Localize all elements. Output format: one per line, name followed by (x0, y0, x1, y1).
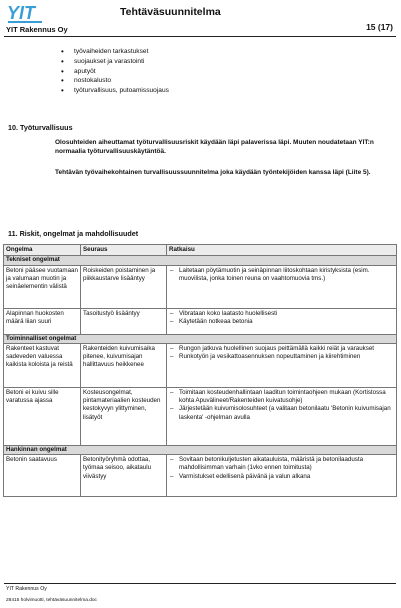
footer-company: YIT Rakennus Oy (6, 586, 47, 592)
section-11-heading: 11. Riskit, ongelmat ja mahdollisuudet (8, 229, 139, 238)
document-title: Tehtäväsuunnitelma (120, 6, 221, 18)
list-item: • työvaiheiden tarkastukset (60, 47, 169, 57)
yit-logo (6, 2, 62, 24)
problem-cell: Alapinnan huokosten määrä liian suuri (4, 308, 81, 334)
solution-item: – Käytetään notkeaa betonia (169, 318, 394, 326)
table-row (4, 343, 397, 387)
solution-cell (167, 308, 397, 334)
solution-item: – Runkotyön ja vesikattoasennuksen nopeuttaminen ja kiirehtiminen (169, 353, 394, 361)
consequence-cell: Kosteusongelmat, pintamateriaalien kosteuden kestokyvyn ylittyminen, lisätyöt (81, 387, 167, 445)
table-row (4, 308, 397, 334)
column-header-consequence: Seuraus (81, 245, 167, 256)
solution-item: – Varmistukset edellisenä päivänä ja valun alkana (169, 473, 394, 481)
footer-filename: 28415 holvimuotti, tehtäväsuunnitelma.doc (6, 598, 97, 603)
footer-divider (4, 583, 396, 584)
column-header-problem: Ongelma (4, 245, 81, 256)
consequence-cell: Roiskeiden poistaminen ja piikkaustarve lisääntyy (81, 265, 167, 308)
solution-cell (167, 265, 397, 308)
list-item: • työturvallisuus, putoamissuojaus (60, 86, 169, 96)
solution-item: – Toimitaan kosteudenhallintaan laaditun toimintaohjeen mukaan (Kortistossa kohta Apuvälineet/Rakenteiden kuivatusohje) (169, 389, 394, 406)
solution-cell (167, 455, 397, 497)
logo-text: YIT (7, 3, 36, 23)
table-row (4, 387, 397, 445)
section-10-paragraph-1: Olosuhteiden aiheuttamat työturvallisuusriskit käydään läpi palaverissa läpi. Muuten noudatetaan YIT:n normaalia työturvallisuuskäytäntöä. (55, 139, 374, 155)
task-list (60, 47, 169, 96)
page-number: 15 (17) (366, 22, 393, 32)
group-title-procurement: Hankinnan ongelmat (4, 445, 397, 454)
table-row (4, 455, 397, 497)
company-name: YIT Rakennus Oy (6, 25, 68, 34)
problem-cell: Betoni ei kuivu sille varatussa ajassa (4, 387, 81, 445)
table-group-row (4, 334, 397, 343)
group-title-technical: Tekniset ongelmat (4, 256, 397, 265)
risk-table (3, 244, 397, 497)
header-divider (4, 36, 396, 37)
table-header-row (4, 245, 397, 256)
solution-item: – Sovitaan betonikuljetusten aikatauluista, määristä ja betonilaadusta mahdollisimman varhain (1vko ennen toimitusta) (169, 456, 394, 473)
solution-item: – Järjestetään kuivumisolosuhteet (a valitaan betonilaatu 'Betonin kuivumisajan laskenta' -ohjelman avulla (169, 405, 394, 422)
solution-item: – Laitetaan pöytämuotin ja seinäpinnan liitoskohtaan kiristyksista (esim. muovilista, jonka toinen reuna on vaahtomuovia tms.) (169, 267, 394, 284)
section-10-paragraph-2: Tehtävän työvaihekohtainen turvallisuussuunnitelma joka käydään työntekijöiden kanssa läpi (Liite 5). (55, 169, 371, 176)
solution-cell (167, 387, 397, 445)
consequence-cell: Rakenteiden kuivumisaika pitenee, kuivumisajan hallittavuus heikkenee (81, 343, 167, 387)
group-title-operational: Toiminnalliset ongelmat (4, 334, 397, 343)
consequence-cell: Betonityöryhmä odottaa, työmaa seisoo, aikataulu viivästyy (81, 455, 167, 497)
table-row (4, 265, 397, 308)
section-10-heading: 10. Työturvallisuus (8, 123, 73, 132)
problem-cell: Betoni pääsee vuotamaan ja valumaan muotin ja seinäelementin välistä (4, 265, 81, 308)
column-header-solution: Ratkaisu (167, 245, 397, 256)
problem-cell: Betonin saatavuus (4, 455, 81, 497)
solution-item: – Rungon jatkuva huolellinen suojaus peittämällä kaikki reiät ja varaukset (169, 345, 394, 353)
list-item: • suojaukset ja varastointi (60, 57, 169, 67)
problem-cell: Rakenteet kastuvat sadeveden valuessa kaikista koloista ja reistä (4, 343, 81, 387)
list-item: • aputyöt (60, 67, 169, 77)
solution-cell (167, 343, 397, 387)
table-group-row (4, 445, 397, 454)
list-item: • nostokalusto (60, 76, 169, 86)
table-group-row (4, 256, 397, 265)
solution-item: – Vibrataan koko laatasto huolellisesti (169, 310, 394, 318)
consequence-cell: Tasoitustyö lisääntyy (81, 308, 167, 334)
